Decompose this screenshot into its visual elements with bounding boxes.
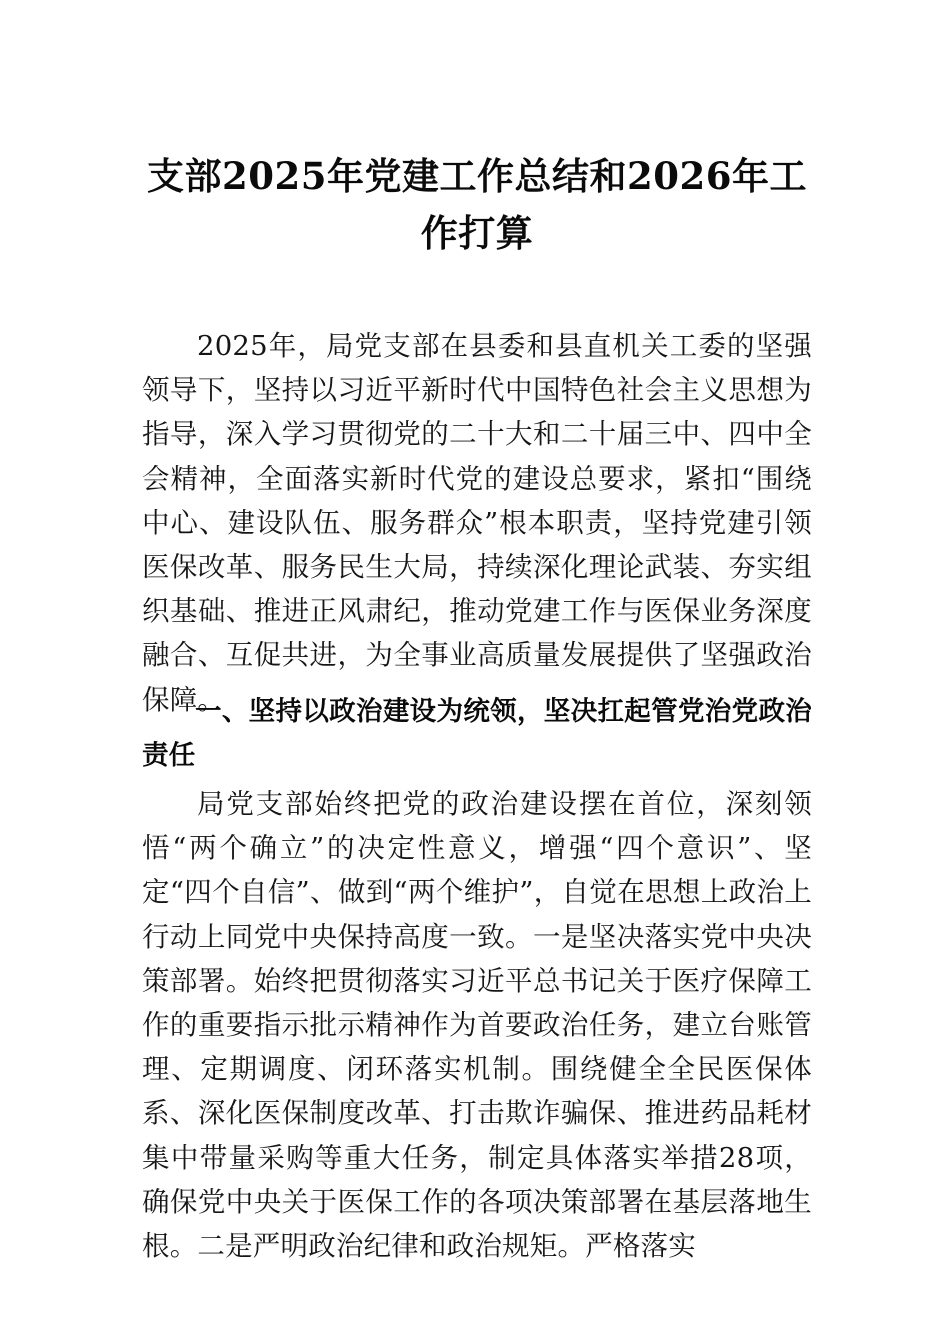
body-paragraph: 2025年，局党支部在县委和县直机关工委的坚强领导下，坚持以习近平新时代中国特色社会主义思想为指导，深入学习贯彻党的二十大和二十届三中、四中全会精神，全面落实新时代党的建设总要求，紧扣“围绕中心、建设队伍、服务群众”根本职责，坚持党建引领医保改革、服务民生大局，持续深化理论武装、夯实组织基础、推进正风肃纪，推动党建工作与医保业务深度融合、互促共进，为全事业高质量发展提供了坚强政治保障。 xyxy=(142,330,812,716)
section-heading-block xyxy=(142,690,812,778)
paragraph-block-section-1 xyxy=(142,782,812,1268)
section-heading-1: 一、坚持以政治建设为统领，坚决扛起管党治党政治责任 xyxy=(142,696,812,772)
paragraph-block-opening xyxy=(142,324,812,722)
body-paragraph: 局党支部始终把党的政治建设摆在首位，深刻领悟“两个确立”的决定性意义，增强“四个意识”、坚定“四个自信”、做到“两个维护”，自觉在思想上政治上行动上同党中央保持高度一致。一是坚决落实党中央决策部署。始终把贯彻落实习近平总书记关于医疗保障工作的重要指示批示精神作为首要政治任务，建立台账管理、定期调度、闭环落实机制。围绕健全全民医保体系、深化医保制度改革、打击欺诈骗保、推进药品耗材集中带量采购等重大任务，制定具体落实举措28项，确保党中央关于医保工作的各项决策部署在基层落地生根。二是严明政治纪律和政治规矩。严格落实 xyxy=(142,788,812,1263)
page-title: 支部2025年党建工作总结和2026年工作打算 xyxy=(147,154,807,255)
